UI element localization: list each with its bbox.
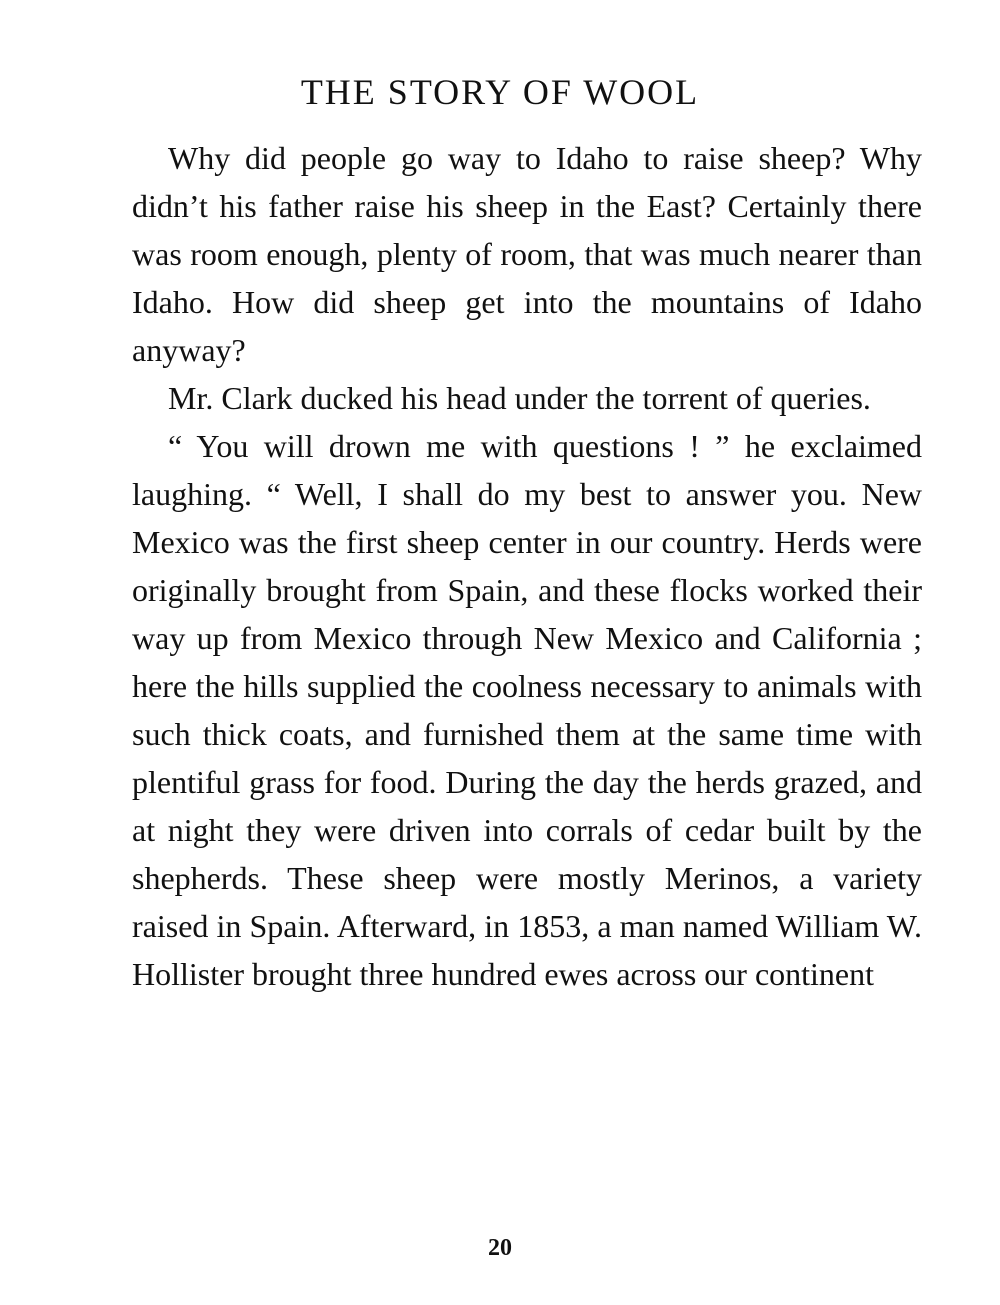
body-text	[132, 134, 922, 998]
running-title: THE STORY OF WOOL	[300, 72, 700, 112]
paragraph-2: Mr. Clark ducked his head under the torrent of queries.	[168, 380, 871, 416]
page-number: 20	[488, 1235, 512, 1261]
paragraph-1: Why did people go way to Idaho to raise sheep? Why didn’t his father raise his sheep in the East? Certainly there was room enough, plenty of room, that was much nearer than Idaho. How did sheep get into the mountains of Idaho anyway?	[132, 140, 922, 368]
paragraph-3: “ You will drown me with questions ! ” he exclaimed laughing. “ Well, I shall do my best to answer you. New Mexico was the first sheep center in our country. Herds were originally brought from Spain, and these flocks worked their way up from Mexico through New Mexico and California ; here the hills supplied the coolness necessary to animals with such thick coats, and furnished them at the same time with plentiful grass for food. During the day the herds grazed, and at night they were driven into corrals of cedar built by the shepherds. These sheep were mostly Merinos, a variety raised in Spain. Afterward, in 1853, a man named William W. Hollister brought three hundred ewes across our continent	[132, 428, 922, 992]
